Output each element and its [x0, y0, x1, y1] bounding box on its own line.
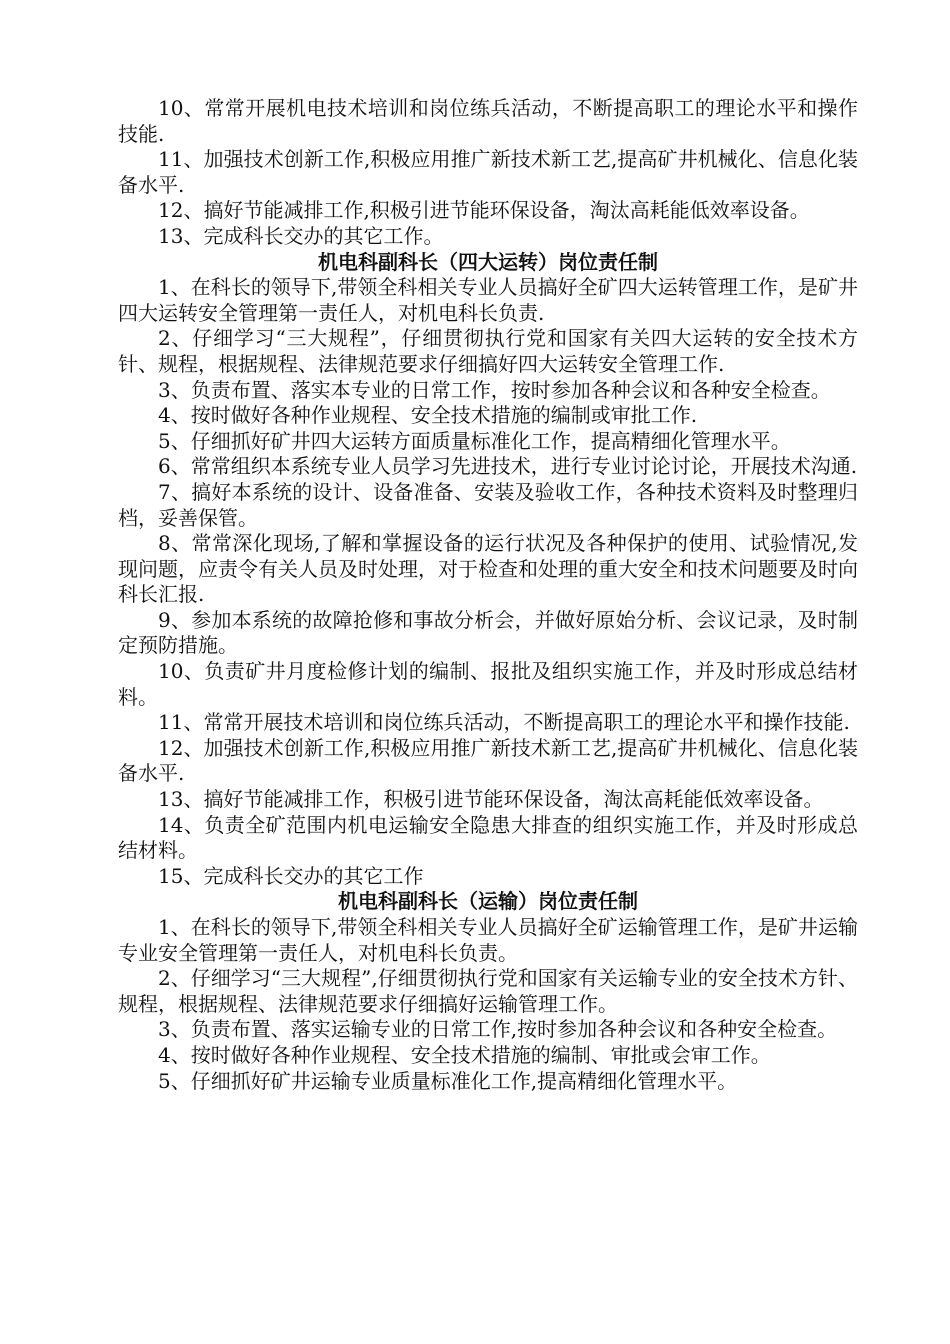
list-item: 4、按时做好各种作业规程、安全技术措施的编制或审批工作. [158, 403, 698, 428]
list-item: 3、负责布置、落实本专业的日常工作，按时参加各种会议和各种安全检查。 [158, 377, 831, 402]
list-item: 13、完成科长交办的其它工作。 [158, 223, 444, 248]
list-item: 15、完成科长交办的其它工作 [158, 863, 424, 888]
list-item: 10、负责矿井月度检修计划的编制、报批及组织实施工作，并及时形成总结材料。 [118, 659, 858, 709]
list-item: 14、负责全矿范围内机电运输安全隐患大排查的组织实施工作，并及时形成总结材料。 [118, 812, 858, 863]
document-page [118, 96, 858, 1094]
section-title-transport: 机电科副科长（运输）岗位责任制 [338, 889, 638, 914]
list-item: 11、常常开展技术培训和岗位练兵活动，不断提高职工的理论水平和操作技能. [158, 710, 850, 735]
list-item: 7、搞好本系统的设计、设备准备、安装及验收工作，各种技术资料及时整理归档，妥善保管。 [118, 479, 858, 530]
list-item: 1、在科长的领导下,带领全科相关专业人员搞好全矿四大运转管理工作，是矿井四大运转安全管理第一责任人，对机电科长负责. [118, 275, 858, 325]
list-item: 3、负责布置、落实运输专业的日常工作,按时参加各种会议和各种安全检查。 [158, 1017, 838, 1042]
list-item: 9、参加本系统的故障抢修和事故分析会，并做好原始分析、会议记录，及时制定预防措施。 [118, 607, 858, 658]
list-item: 13、搞好节能减排工作，积极引进节能环保设备，淘汰高耗能低效率设备。 [158, 787, 824, 812]
list-item: 2、仔细学习“三大规程”,仔细贯彻执行党和国家有关运输专业的安全技术方针、规程，根据规程、法律规范要求仔细搞好运输管理工作。 [118, 966, 858, 1016]
list-item: 10、常常开展机电技术培训和岗位练兵活动，不断提高职工的理论水平和操作技能. [118, 96, 858, 146]
list-item: 2、仔细学习“三大规程”，仔细贯彻执行党和国家有关四大运转的安全技术方针、规程，根据规程、法律规范要求仔细搞好四大运转安全管理工作. [118, 326, 858, 376]
list-item: 4、按时做好各种作业规程、安全技术措施的编制、审批或会审工作。 [158, 1042, 771, 1067]
section-3 [118, 889, 858, 1094]
section-1 [118, 96, 858, 250]
list-item: 6、常常组织本系统专业人员学习先进技术，进行专业讨论讨论，开展技术沟通. [158, 454, 858, 479]
list-item: 1、在科长的领导下,带领全科相关专业人员搞好全矿运输管理工作，是矿井运输专业安全管理第一责任人，对机电科长负责。 [118, 915, 858, 965]
list-item: 5、仔细抓好矿井四大运转方面质量标准化工作，提高精细化管理水平。 [158, 428, 791, 453]
list-item: 8、常常深化现场,了解和掌握设备的运行状况及各种保护的使用、试验情况,发现问题，应责令有关人员及时处理，对于检查和处理的重大安全和技术问题要及时向科长汇报. [118, 531, 858, 607]
list-item: 12、搞好节能减排工作,积极引进节能环保设备，淘汰高耗能低效率设备。 [158, 198, 810, 223]
list-item: 5、仔细抓好矿井运输专业质量标准化工作,提高精细化管理水平。 [158, 1068, 738, 1093]
section-title-four-operations: 机电科副科长（四大运转）岗位责任制 [318, 249, 658, 274]
list-item: 12、加强技术创新工作,积极应用推广新技术新工艺,提高矿井机械化、信息化装备水平. [118, 735, 858, 786]
section-2 [118, 250, 858, 890]
list-item: 11、加强技术创新工作,积极应用推广新技术新工艺,提高矿井机械化、信息化装备水平. [118, 147, 858, 197]
